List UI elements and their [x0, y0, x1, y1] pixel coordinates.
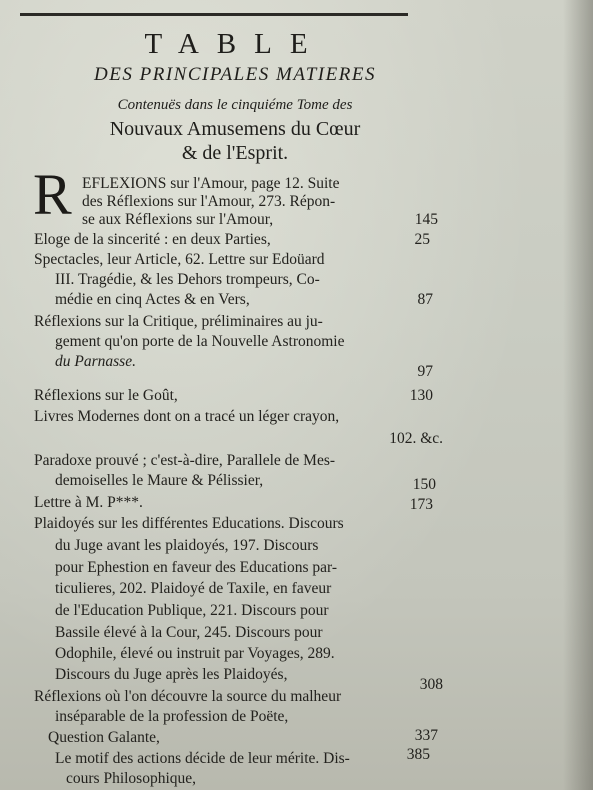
entry-line: demoiselles le Maure & Pélissier, — [55, 472, 264, 489]
entry-page-number: 130 — [409, 387, 433, 404]
entry-line: de l'Education Publique, 221. Discours pour — [55, 602, 329, 619]
entry-line: Discours du Juge après les Plaidoyés, — [55, 666, 288, 683]
table-title: TABLE — [144, 28, 326, 60]
entry-line: gement qu'on porte de la Nouvelle Astronomie — [55, 333, 345, 350]
entry-line: du Juge avant les plaidoyés, 197. Discours — [55, 537, 319, 554]
entry-line: Réflexions sur le Goût, — [34, 387, 178, 404]
page-gutter-shadow — [563, 0, 593, 790]
entry-line: se aux Réflexions sur l'Amour, — [82, 211, 274, 228]
entry-line: ticulieres, 202. Plaidoyé de Taxile, en faveur — [55, 580, 332, 597]
entry-line: Lettre à M. P***. — [34, 494, 143, 511]
entry-line: Paradoxe prouvé ; c'est-à-dire, Parallele de Mes- — [34, 452, 336, 469]
entry-line: Bassile élevé à la Cour, 245. Discours pour — [55, 624, 323, 641]
entry-line: des Réflexions sur l'Amour, 273. Répon- — [82, 193, 336, 210]
header-rule — [20, 13, 408, 16]
entry-page-number: 337 — [414, 727, 438, 744]
entry-line: Réflexions où l'on découvre la source du malheur — [34, 688, 342, 705]
entry-line: du Parnasse. — [55, 353, 136, 370]
entry-line: Eloge de la sincerité : en deux Parties, — [34, 231, 271, 248]
entry-line: médie en cinq Actes & en Vers, — [55, 291, 250, 308]
entry-line: Plaidoyés sur les différentes Educations. Discours — [34, 515, 344, 532]
entry-line: Le motif des actions décide de leur mérite. Dis- — [55, 750, 350, 767]
entry-page-number: 145 — [414, 211, 438, 228]
entry-page-number: 25 — [414, 231, 430, 248]
work-title-line-2: & de l'Esprit. — [181, 142, 289, 164]
entry-line: pour Ephestion en faveur des Educations par- — [55, 559, 338, 576]
entry-page-number: 87 — [417, 291, 433, 308]
entry-line: Réflexions sur la Critique, préliminaires au ju- — [34, 313, 323, 330]
entry-page-number: 385 — [406, 746, 430, 763]
entry-line: Spectacles, leur Article, 62. Lettre sur Edoüard — [34, 251, 325, 268]
volume-line: Contenuës dans le cinquiéme Tome des — [117, 97, 353, 113]
work-title-line-1: Nouvaux Amusemens du Cœur — [109, 118, 361, 140]
entry-line: Livres Modernes dont on a tracé un léger crayon, — [34, 408, 340, 425]
entry-page-number: 102. &c. — [389, 430, 443, 447]
entry-line: Question Galante, — [48, 729, 160, 746]
entry-page-number: 173 — [409, 496, 433, 513]
drop-cap: R — [33, 162, 72, 227]
entry-line: III. Tragédie, & les Dehors trompeurs, Co- — [55, 271, 320, 288]
entry-line: inséparable de la profession de Poëte, — [55, 708, 289, 725]
entry-line: cours Philosophique, — [66, 770, 197, 787]
entry-page-number: 97 — [417, 363, 433, 380]
entry-line: EFLEXIONS sur l'Amour, page 12. Suite — [82, 175, 340, 192]
entry-page-number: 308 — [419, 676, 443, 693]
entry-page-number: 150 — [412, 476, 436, 493]
table-subtitle: DES PRINCIPALES MATIERES — [94, 64, 376, 85]
entry-line: Odophile, élevé ou instruit par Voyages, 289. — [55, 645, 335, 662]
